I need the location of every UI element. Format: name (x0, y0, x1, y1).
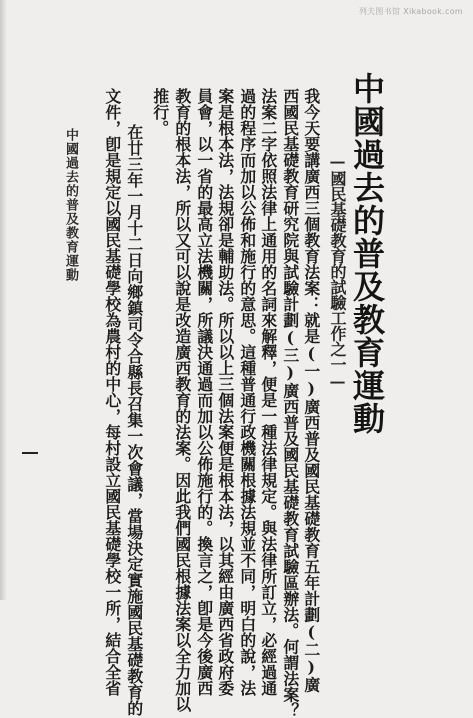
page-number (22, 452, 38, 454)
article-subtitle: —國民基礎教育的試驗工作之一— (328, 152, 347, 391)
body-text-column-4: 過的程序而加以公佈和施行的意思。這種普通行政機關根據法規並不同，明白的說，法 (237, 88, 257, 696)
body-text-column-5: 案是根本法，法規卻是輔助法。所以以上三個法案便是根本法，以其經由廣西省政府委 (215, 88, 235, 696)
page-edge (0, 0, 7, 600)
watermark: 列夫图书馆 Xikabook.com (358, 7, 463, 16)
body-text-column-7: 教育的根本法，所以又可以說是改造廣西教育的法案。因此我們國民根據法案以全力加以 (172, 88, 192, 712)
body-text-column-3: 法案二字依照法律上通用的名詞來解釋，便是一種法律規定。與法律所訂立，必經過通 (258, 88, 278, 696)
body-text-column-9: 在廿三年一月十二日向鄉鎮司令合縣長召集一次會議，當場決定實施國民基礎教育的 (124, 124, 144, 716)
article-title: 中國過去的普及教育運動 (348, 72, 386, 435)
body-text-column-1: 我今天要講廣西三個教育法案：就是(一)廣西普及國民基礎教育五年計劃(二)廣 (301, 88, 321, 693)
body-text-column-6: 員會，以一省的最高立法機關，所議決通過而加以公佈施行的。換言之，卽是今後廣西 (194, 88, 214, 696)
body-text-column-10: 文件，卽是規定以國民基礎學校為農村的中心，每村設立國民基礎學校一所，結合全省 (102, 88, 122, 696)
running-head: 中國過去的普及教育運動 (63, 128, 78, 282)
body-text-column-2: 西國民基礎教育研究院與試驗計劃(三)廣西普及國民基礎教育試驗區辦法。何謂法案？ (280, 88, 300, 718)
body-text-column-8: 推行。 (150, 88, 170, 136)
